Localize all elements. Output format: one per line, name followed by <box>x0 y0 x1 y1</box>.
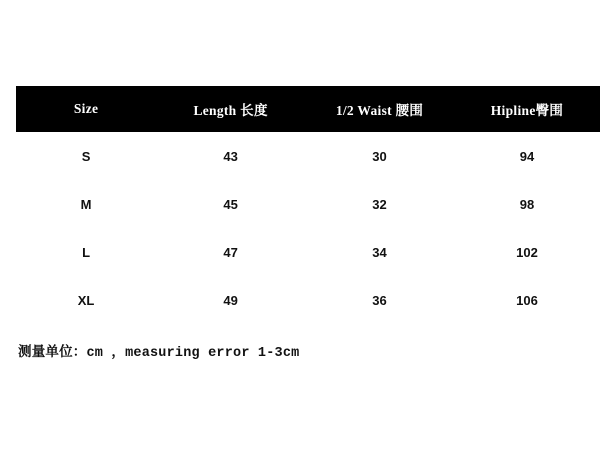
size-chart-container <box>16 86 600 324</box>
cell-length: 45 <box>156 180 305 228</box>
cell-size: L <box>16 228 156 276</box>
column-header-waist: 1/2 Waist 腰围 <box>335 103 424 118</box>
cell-size: XL <box>16 276 156 324</box>
table-row <box>16 132 600 180</box>
cell-hipline: 94 <box>454 132 600 180</box>
size-table <box>16 86 600 324</box>
column-header-length: Length 长度 <box>193 103 268 118</box>
column-header-size: Size <box>73 101 99 116</box>
cell-waist: 30 <box>305 132 454 180</box>
cell-hipline: 102 <box>454 228 600 276</box>
table-header-row <box>16 86 600 132</box>
cell-length: 49 <box>156 276 305 324</box>
table-row <box>16 276 600 324</box>
table-row <box>16 228 600 276</box>
measurement-note: 测量单位：cm ，measuring error 1-3cm <box>18 346 300 361</box>
cell-hipline: 98 <box>454 180 600 228</box>
cell-hipline: 106 <box>454 276 600 324</box>
cell-waist: 36 <box>305 276 454 324</box>
size-table-header <box>16 86 600 132</box>
cell-waist: 32 <box>305 180 454 228</box>
cell-size: M <box>16 180 156 228</box>
cell-size: S <box>16 132 156 180</box>
column-header-hipline: Hipline臀围 <box>490 103 564 118</box>
table-row <box>16 180 600 228</box>
cell-length: 47 <box>156 228 305 276</box>
size-table-body <box>16 132 600 324</box>
cell-waist: 34 <box>305 228 454 276</box>
cell-length: 43 <box>156 132 305 180</box>
